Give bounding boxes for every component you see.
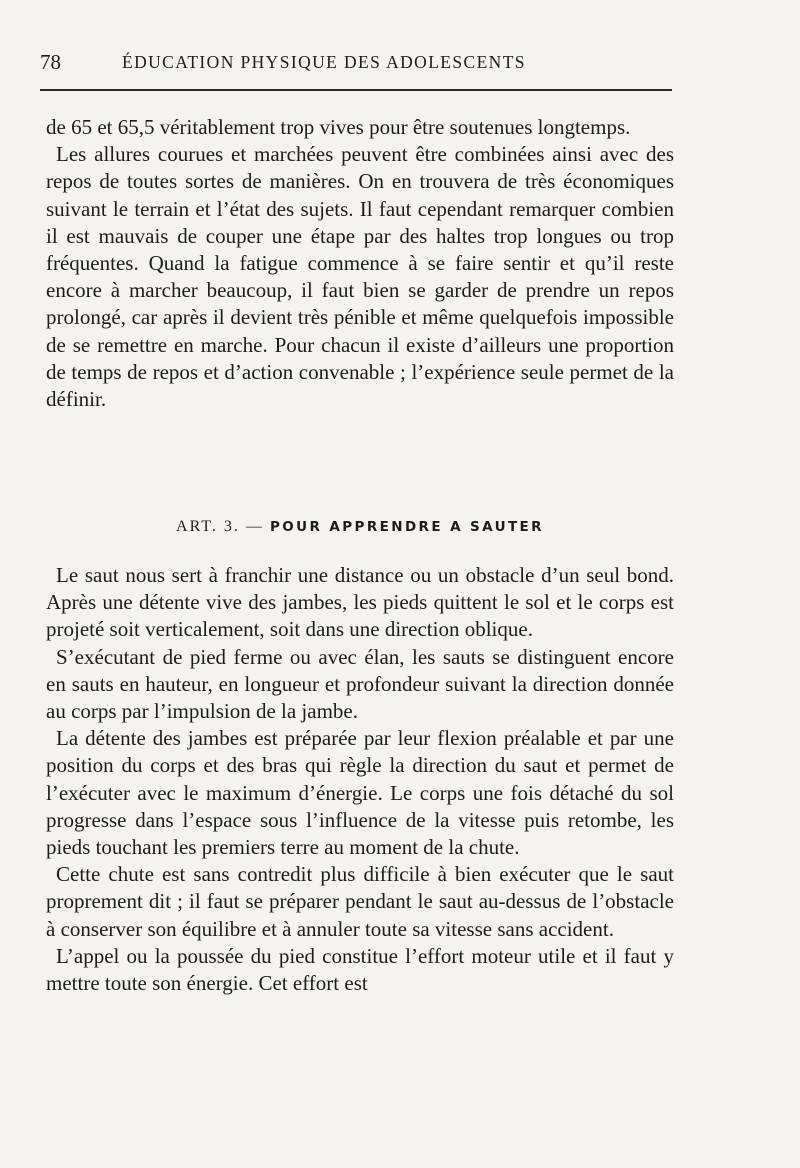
paragraph: S’exécutant de pied ferme ou avec élan, les sauts se distinguent encore en sauts en hauteur, en longueur et profondeur suivant la direction donnée au corps par l’impulsion de la jambe. — [46, 644, 674, 724]
section-text-jumping — [46, 562, 674, 997]
section-text-walking — [46, 114, 674, 413]
paragraph: Les allures courues et marchées peuvent être combinées ainsi avec des repos de toutes sortes de manières. On en trouvera de très économiques suivant le terrain et l’état des sujets. Il faut cependant remarquer combien il est mauvais de couper une étape par des haltes trop longues ou trop fréquentes. Quand la fatigue commence à se faire sentir et qu’il reste encore à marcher beaucoup, il faut bien se garder de prendre un repos prolongé, car après il devient très pénible et même quelquefois impossible de se remettre en marche. Pour chacun il existe d’ailleurs une proportion de temps de repos et d’action convenable ; l’expérience seule permet de la définir. — [46, 142, 674, 412]
paragraph: L’appel ou la poussée du pied constitue l’effort moteur utile et il faut y mettre toute son énergie. Cet effort est — [46, 943, 674, 996]
article-heading — [46, 516, 674, 536]
article-title: POUR APPRENDRE A SAUTER — [269, 519, 544, 535]
paragraph: Le saut nous sert à franchir une distance ou un obstacle d’un seul bond. Après une détente vive des jambes, les pieds quittent le sol et le corps est projeté soit verticalement, soit dans une direction oblique. — [46, 563, 674, 642]
running-head — [40, 46, 672, 76]
paragraph: La détente des jambes est préparée par leur flexion préalable et par une position du corps et des bras qui règle la direction du saut et permet de l’exécuter avec le maximum d’énergie. Le corps une fois détaché du sol progresse dans l’espace sous l’influence de la vitesse puis retombe, les pieds touchant les premiers terre au moment de la chute. — [46, 726, 674, 860]
paragraph: Cette chute est sans contredit plus difficile à bien exécuter que le saut proprement dit ; il faut se préparer pendant le saut au-dessus de l’obstacle à conserver son équilibre et à annuler toute sa vitesse sans accident. — [46, 862, 674, 941]
paragraph: de 65 et 65,5 véritablement trop vives pour être soutenues longtemps. — [46, 115, 631, 139]
header-rule — [40, 89, 672, 91]
running-title: ÉDUCATION PHYSIQUE DES ADOLESCENTS — [122, 52, 526, 72]
article-label: ART. 3. — — [176, 518, 264, 535]
page-number: 78 — [40, 50, 61, 74]
